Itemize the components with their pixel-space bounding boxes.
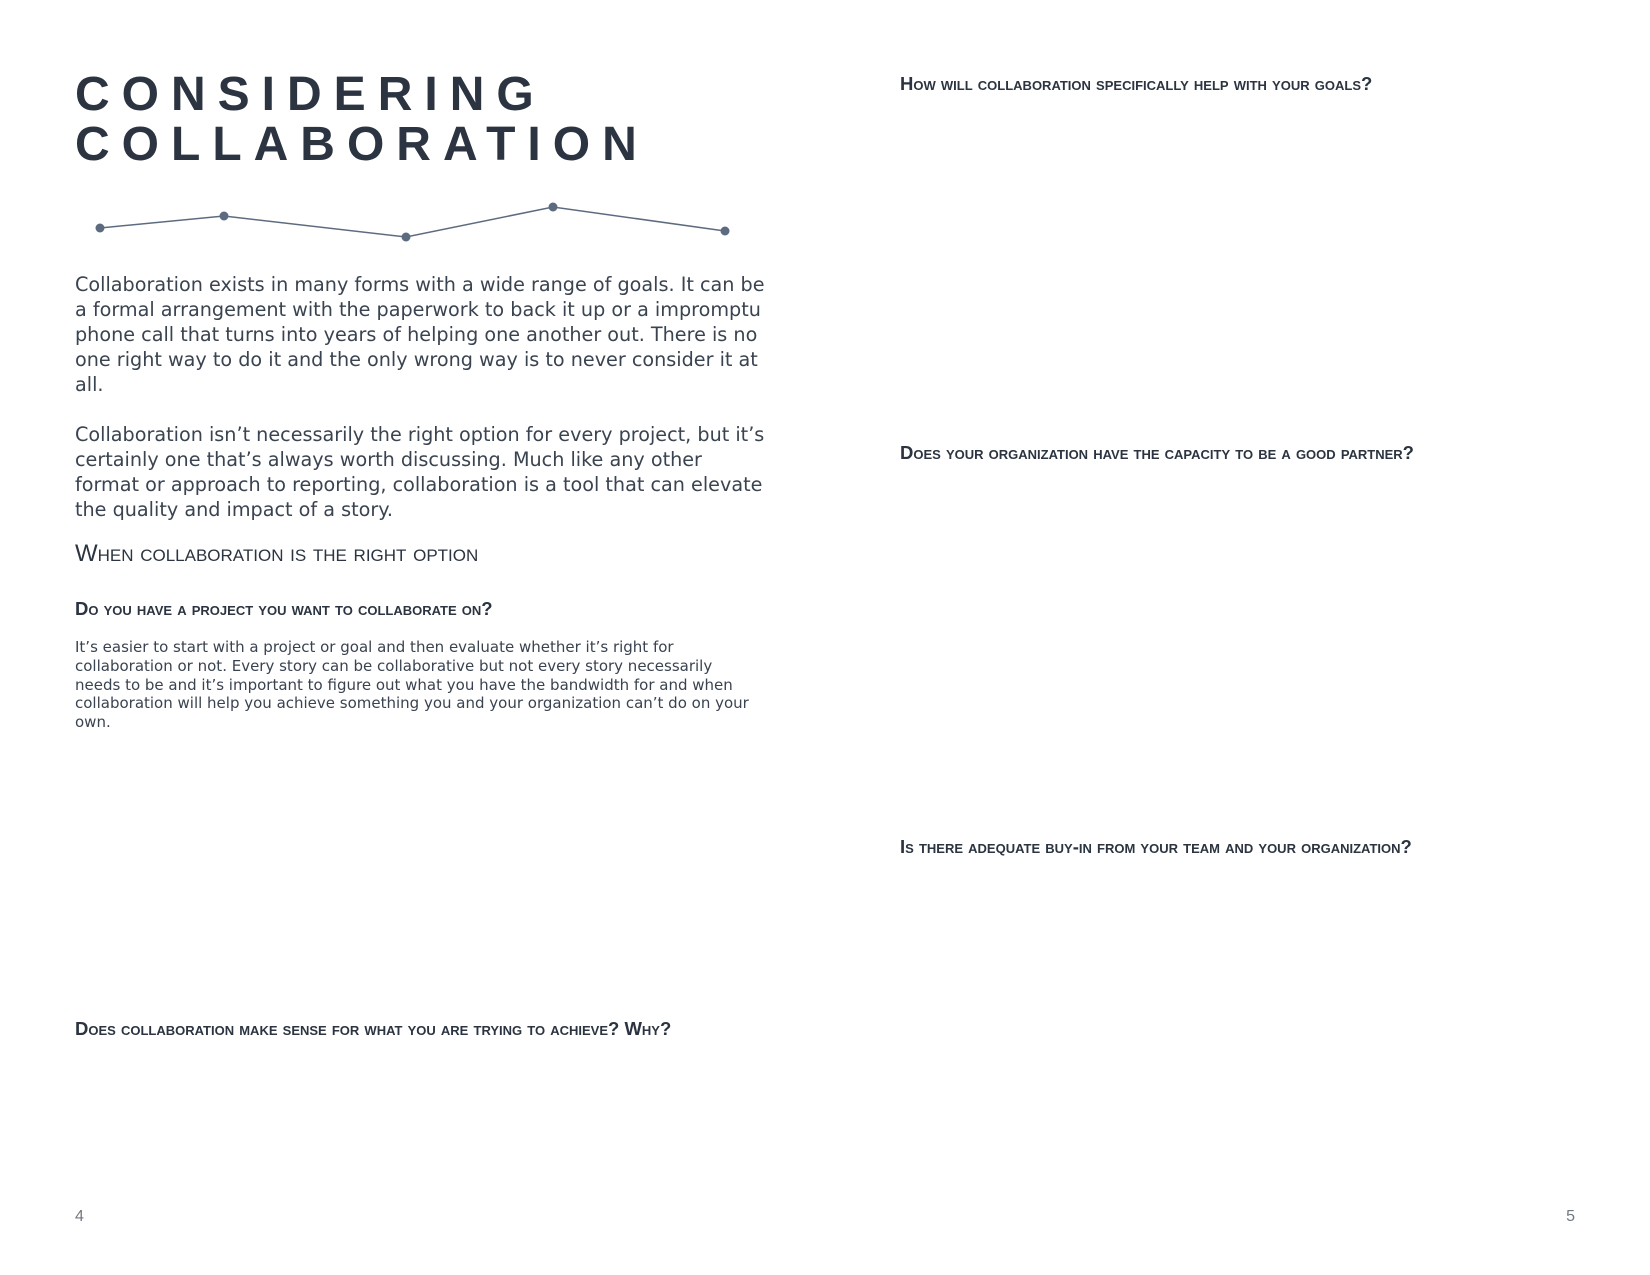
page-title-line-2: COLLABORATION <box>75 118 649 171</box>
page-title-line-1: CONSIDERING <box>75 68 546 121</box>
page-number-right: 5 <box>1566 1208 1575 1225</box>
decorative-polyline <box>100 207 725 237</box>
question-buy-in: Is there adequate buy-in from your team and your organization? <box>900 836 1412 857</box>
decorative-dot <box>549 203 558 212</box>
question-project: Do you have a project you want to collaborate on? <box>75 598 493 619</box>
question-goals: How will collaboration specifically help with your goals? <box>900 73 1373 94</box>
decorative-dot <box>721 227 730 236</box>
page-number-left: 4 <box>75 1208 84 1225</box>
decorative-dot <box>96 224 105 233</box>
question-capacity: Does your organization have the capacity to be a good partner? <box>900 442 1414 463</box>
decorative-dot <box>402 233 411 242</box>
decorative-line-graphic <box>0 0 825 260</box>
intro-paragraph-1: Collaboration exists in many forms with a wide range of goals. It can be a formal arrangement with the paperwork to back it up or a impromptu phone call that turns into years of helping one another out. There is no one right way to do it and the only wrong way is to never consider it at all. <box>75 273 765 396</box>
intro-paragraph-2: Collaboration isn’t necessarily the right option for every project, but it’s certainly one that’s always worth discussing. Much like any other format or approach to reporting, collaboration is a tool that can elevate the quality and impact of a story. <box>75 423 765 521</box>
decorative-dot <box>220 212 229 221</box>
question-project-body: It’s easier to start with a project or goal and then evaluate whether it’s right for collaboration or not. Every story can be collaborative but not every story necessarily needs to be and it’s important to figure out what you have the bandwidth for and when collaboration will help you achieve something you and your organization can’t do on your own. <box>75 638 749 732</box>
section-heading: When collaboration is the right option <box>75 540 479 567</box>
right-page <box>825 0 1650 1275</box>
question-makes-sense: Does collaboration make sense for what you are trying to achieve? Why? <box>75 1018 672 1039</box>
